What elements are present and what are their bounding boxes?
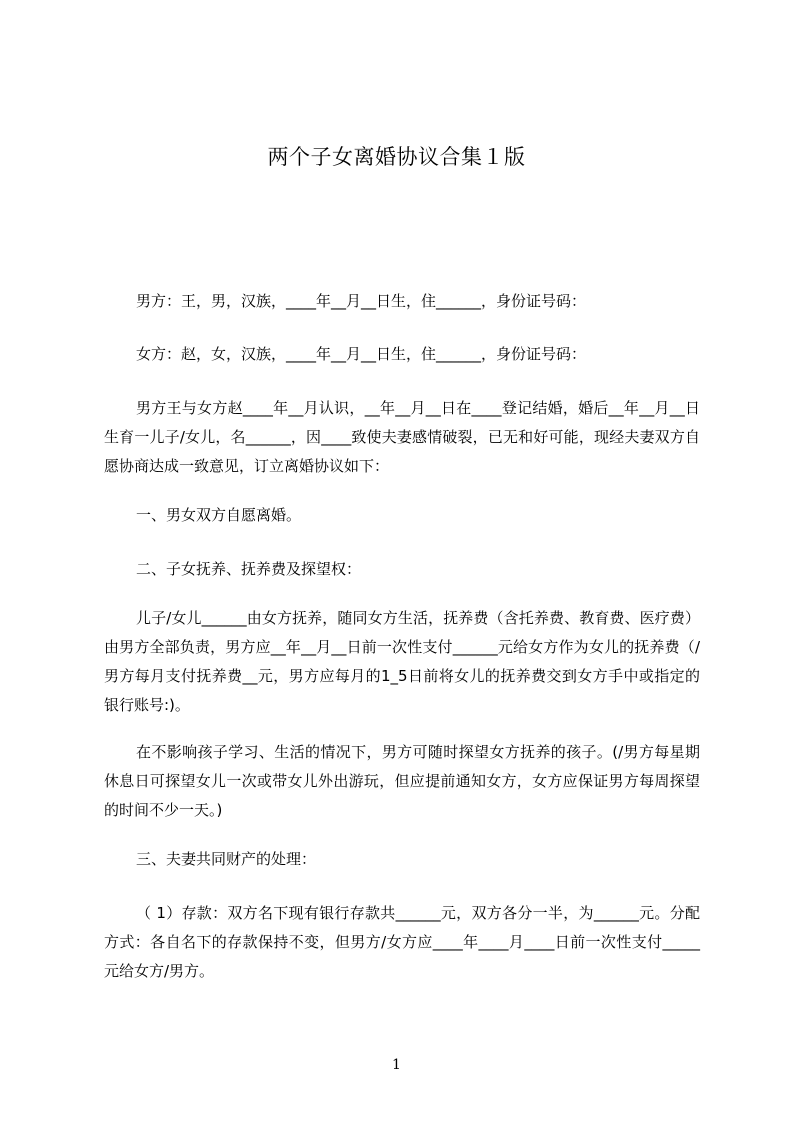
- page-number: 1: [392, 1057, 401, 1073]
- paragraph-husband-info: 男方：王，男，汉族，____年__月__日生，住______，身份证号码：: [136, 292, 587, 310]
- paragraph-savings-division: （ 1）存款：双方名下现有银行存款共______元，双方各分一半，为______元。分配方式：各自名下的存款保持不变，但男方/女方应____年____月____日前一次性支付_____元给女方/男方。: [104, 904, 700, 980]
- clause-1-heading: 一、男女双方自愿离婚。: [136, 506, 302, 524]
- clause-3-heading: 三、夫妻共同财产的处理：: [136, 850, 317, 868]
- clause-2-heading: 二、子女抚养、抚养费及探望权：: [136, 560, 362, 578]
- paragraph-child-custody: 儿子/女儿______由女方抚养，随同女方生活，抚养费（含托养费、教育费、医疗费）由男方全部负责，男方应__年__月__日前一次性支付______元给女方作为女儿的抚养费（/男方每月支付抚养费__元，男方应每月的1_5日前将女儿的抚养费交到女方手中或指定的银行账号:)。: [104, 609, 700, 714]
- document-title: 两个子女离婚协议合集１版: [267, 145, 526, 169]
- paragraph-marriage-background: 男方王与女方赵____年__月认识，__年__月__日在____登记结婚，婚后__年__月__日生育一儿子/女儿，名______，因____致使夫妻感情破裂，已无和好可能，现经夫妻双方自愿协商达成一致意见，订立离婚协议如下：: [104, 399, 700, 475]
- paragraph-wife-info: 女方：赵，女，汉族，____年__月__日生，住______，身份证号码：: [136, 345, 587, 363]
- paragraph-visitation-rights: 在不影响孩子学习、生活的情况下，男方可随时探望女方抚养的孩子。(/男方每星期休息日可探望女儿一次或带女儿外出游玩，但应提前通知女方，女方应保证男方每周探望的时间不少一天。): [104, 743, 700, 819]
